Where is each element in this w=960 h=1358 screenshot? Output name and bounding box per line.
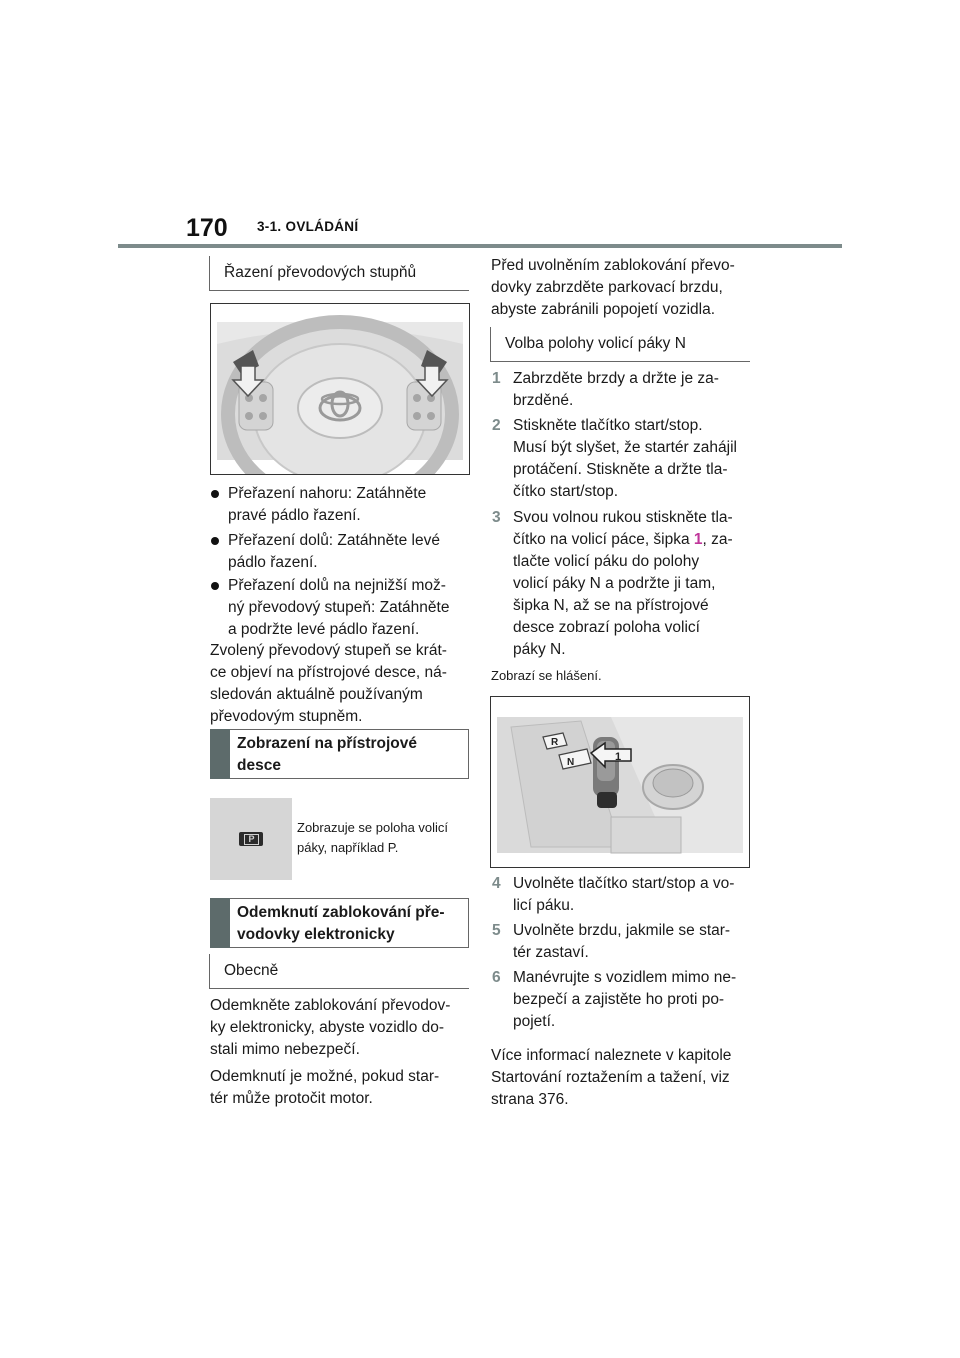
step-item: 6 Manévrujte s vozidlem mimo ne- bezpečí a zajistěte ho proti po- pojetí. — [492, 969, 737, 1030]
bullet-dot-icon — [211, 490, 219, 498]
steering-wheel-illustration — [211, 304, 469, 474]
step-item: 4 Uvolněte tlačítko start/stop a vo- licí páku. — [492, 875, 735, 914]
step-number: 4 — [492, 875, 501, 892]
bullet-dot-icon — [211, 582, 219, 590]
page-number: 170 — [186, 214, 228, 242]
bullet-item: Přeřazení dolů na nejnižší mož- ný převodový stupeň: Zatáhněte a podržte levé pádlo řazení. — [211, 575, 471, 641]
step-number: 5 — [492, 922, 501, 939]
step-item: 1 Zabrzděte brzdy a držte je za- brzděné. — [492, 370, 719, 409]
gear-shifting-heading-text: Řazení převodových stupňů — [224, 264, 417, 281]
r-label: R — [551, 737, 559, 748]
heading-bar — [210, 898, 230, 948]
note-message: Zobrazí se hlášení. — [491, 668, 602, 683]
bullet-dot-icon — [211, 537, 219, 545]
select-n-heading-text: Volba polohy volicí páky N — [505, 335, 686, 352]
arrow-number-label: 1 — [615, 751, 622, 763]
bullet-item: Přeřazení dolů: Zatáhněte levé pádlo řazení. — [211, 530, 471, 574]
gear-shifting-heading — [209, 256, 469, 291]
intro-paragraph: Před uvolněním zablokování převo- dovky zabrzděte parkovací brzdu, abyste zabránili popojetí vozidla. — [491, 257, 735, 318]
gear-lever-illustration — [491, 697, 749, 867]
gear-indicator-letter: P — [244, 834, 259, 845]
step-item: 5 Uvolněte brzdu, jakmile se star- tér zastaví. — [492, 922, 731, 961]
gear-display-image — [210, 798, 292, 880]
header-rule — [118, 244, 842, 248]
step-number: 1 — [492, 370, 501, 387]
gear-lever-figure — [490, 696, 750, 868]
current-gear-paragraph: Zvolený převodový stupeň se krát- ce objeví na přístrojové desce, ná- sledován aktuálně používaným převodovým stupněm. — [210, 642, 447, 725]
display-heading: Zobrazení na přístrojové desce — [210, 729, 469, 779]
heading-bar — [210, 729, 230, 779]
gear-indicator-icon — [239, 832, 263, 846]
step-item: 2 Stiskněte tlačítko start/stop. Musí být slyšet, že startér zahájil protáčení. Stiskněte a držte tla- čítko start/stop. — [492, 417, 737, 500]
select-n-heading — [490, 327, 750, 362]
steering-wheel-figure — [210, 303, 470, 475]
display-caption: Zobrazuje se poloha volicí páky, například P. — [297, 820, 449, 855]
arrow-marker: 1 — [693, 531, 703, 548]
unlock-paragraph: Odemkněte zablokování převodov- ky elektronicky, abyste vozidlo do- stali mimo nebezpečí. — [210, 997, 451, 1058]
more-info-paragraph: Více informací naleznete v kapitole Startování roztažením a tažení, viz strana 376. — [491, 1047, 732, 1108]
section-title: 3-1. OVLÁDÁNÍ — [257, 219, 359, 234]
general-heading-text: Obecně — [224, 962, 279, 979]
step-number: 6 — [492, 969, 501, 986]
general-heading — [209, 954, 469, 989]
step-item: 3 Svou volnou rukou stiskněte tla- čítko na volicí páce, šipka 1, za- tlačte volicí páku do polohy volicí páky N a podržte ji tam, šipka N, až se na přístrojové desce zobrazí poloha volicí páky N. — [492, 509, 733, 658]
step-number: 2 — [492, 417, 501, 434]
step-number: 3 — [492, 509, 501, 526]
unlock-heading: Odemknutí zablokování pře- vodovky elektronicky — [210, 898, 469, 948]
unlock-condition-paragraph: Odemknutí je možné, pokud star- tér může protočit motor. — [210, 1068, 440, 1107]
n-label: N — [567, 757, 575, 768]
bullet-item: Přeřazení nahoru: Zatáhněte pravé pádlo řazení. — [211, 483, 471, 527]
